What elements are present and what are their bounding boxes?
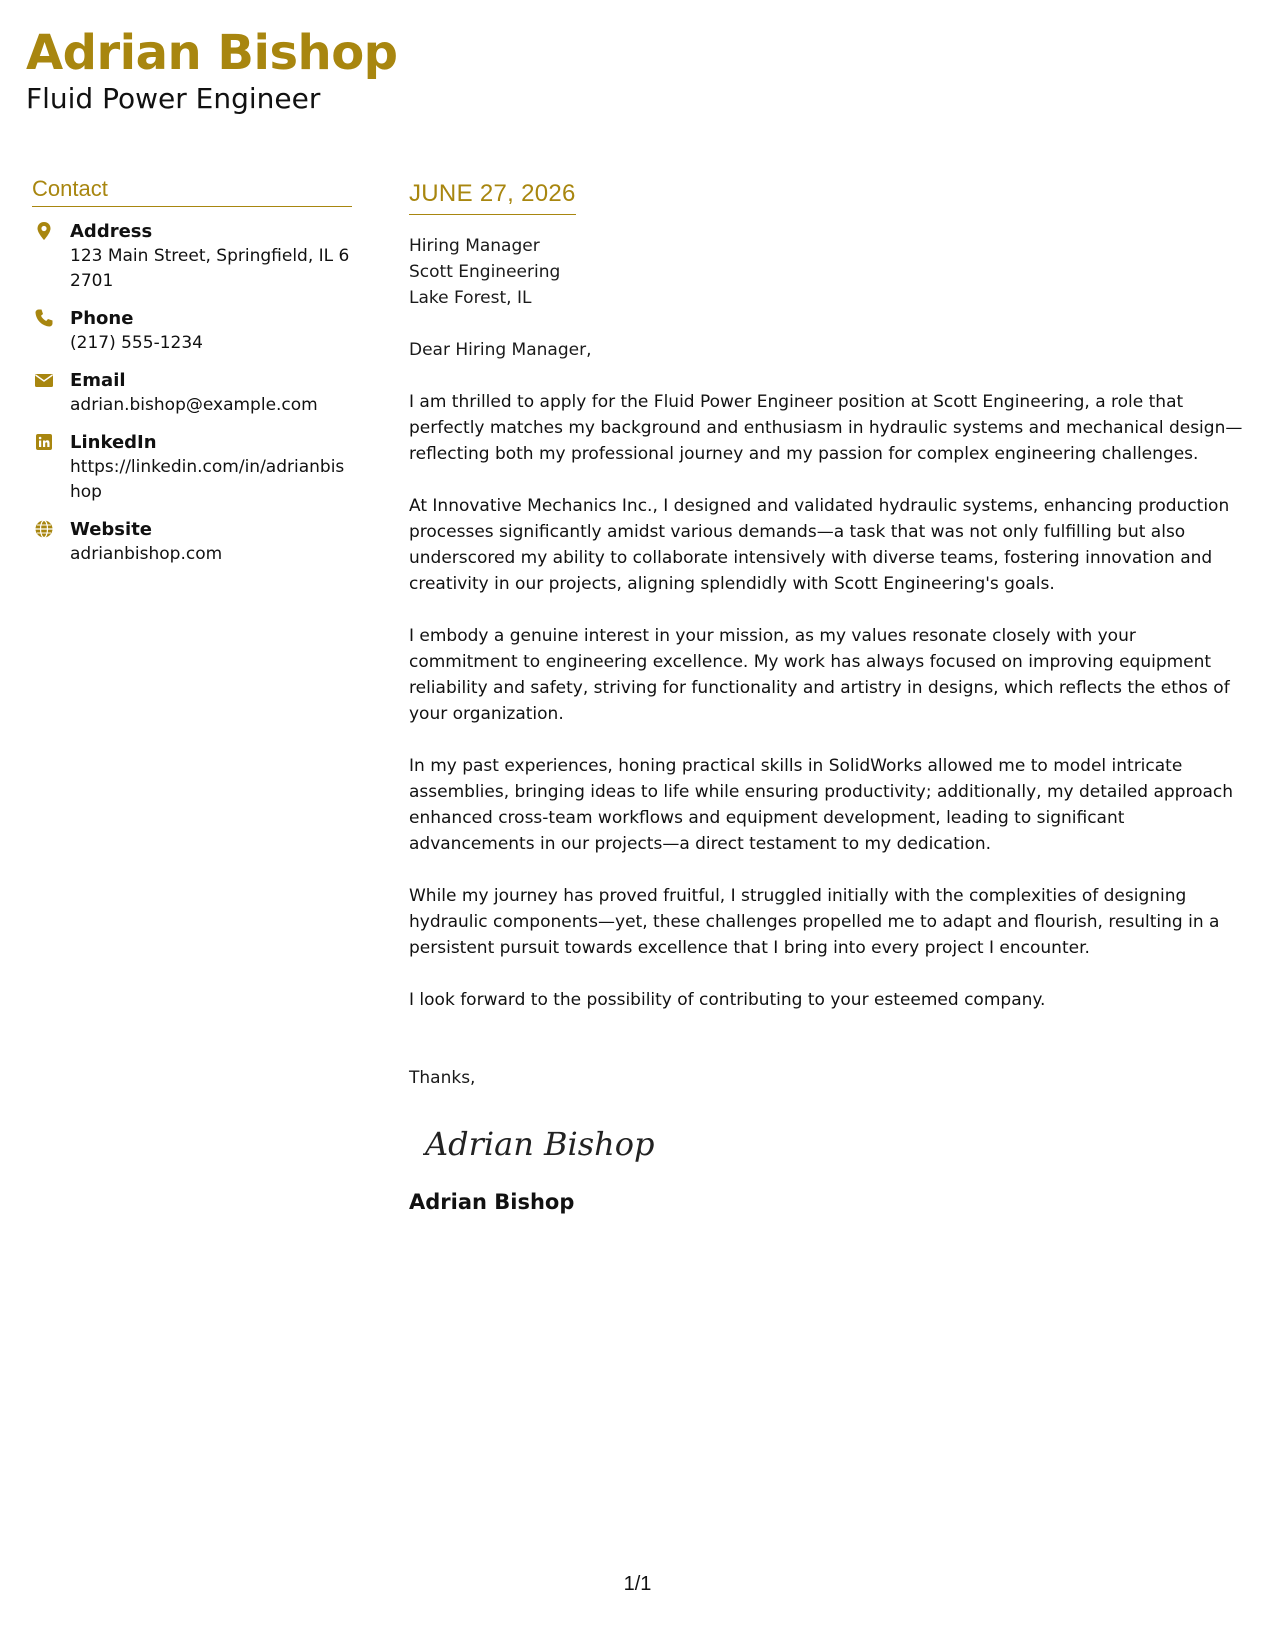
recipient-location: Lake Forest, IL	[409, 288, 532, 308]
phone-value: (217) 555-1234	[70, 333, 203, 353]
linkedin-icon	[34, 432, 54, 452]
signer-name: Adrian Bishop	[409, 1190, 575, 1214]
recipient-company: Scott Engineering	[409, 262, 561, 282]
applicant-name: Adrian Bishop	[26, 25, 398, 81]
salutation: Dear Hiring Manager,	[409, 340, 592, 360]
page-number: 1/1	[623, 1573, 652, 1595]
paragraph-4: In my past experiences, honing practical skills in SolidWorks allowed me to model intricate assemblies, bringing ideas to life while ensuring productivity; additionally, my detailed approach enhanced cross-team workflows and equipment development, leading to significant advancements in our projects—a direct testament to my dedication.	[409, 756, 1234, 854]
email-value[interactable]: adrian.bishop@example.com	[70, 395, 318, 415]
email-label: Email	[70, 370, 126, 391]
contact-section-title: Contact	[32, 176, 352, 207]
paragraph-2: At Innovative Mechanics Inc., I designed and validated hydraulic systems, enhancing production processes significantly amidst various demands—a task that was not only fulfilling but also underscored my ability to collaborate intensively with diverse teams, fostering innovation and creativity in our projects, aligning splendidly with Scott Engineering's goals.	[409, 496, 1230, 594]
contact-phone	[32, 306, 352, 356]
envelope-icon	[34, 370, 54, 390]
linkedin-label: LinkedIn	[70, 432, 157, 453]
paragraph-6: I look forward to the possibility of contributing to your esteemed company.	[409, 990, 1046, 1010]
map-pin-icon	[34, 221, 54, 241]
website-value[interactable]: adrianbishop.com	[70, 544, 223, 564]
job-title: Fluid Power Engineer	[26, 82, 321, 115]
globe-icon	[34, 519, 54, 539]
contact-linkedin	[32, 430, 352, 505]
recipient-title: Hiring Manager	[409, 236, 540, 256]
handwritten-signature	[423, 1113, 663, 1173]
paragraph-5: While my journey has proved fruitful, I struggled initially with the complexities of designing hydraulic components—yet, these challenges propelled me to adapt and flourish, resulting in a persistent pursuit towards excellence that I bring into every project I encounter.	[409, 886, 1220, 958]
recipient-block	[409, 233, 1249, 311]
contact-address	[32, 219, 352, 294]
website-label: Website	[70, 519, 153, 540]
contact-email	[32, 368, 352, 418]
paragraph-1: I am thrilled to apply for the Fluid Power Engineer position at Scott Engineering, a role that perfectly matches my background and enthusiasm in hydraulic systems and mechanical design—reflecting both my professional journey and my passion for complex engineering challenges.	[409, 392, 1243, 464]
linkedin-value[interactable]: https://linkedin.com/in/adrianbishop	[70, 457, 345, 502]
letter-body	[409, 180, 1249, 1216]
phone-icon	[34, 308, 54, 328]
signature-text: Adrian Bishop	[425, 1125, 655, 1163]
paragraph-3: I embody a genuine interest in your mission, as my values resonate closely with your commitment to engineering excellence. My work has always focused on improving equipment reliability and safety, striving for functionality and artistry in designs, which reflects the ethos of your organization.	[409, 626, 1230, 724]
address-value: 123 Main Street, Springfield, IL 62701	[70, 246, 350, 291]
phone-label: Phone	[70, 308, 134, 329]
header	[26, 24, 398, 116]
closing: Thanks,	[409, 1068, 476, 1088]
contact-sidebar	[32, 176, 352, 579]
contact-website	[32, 517, 352, 567]
address-label: Address	[70, 221, 153, 242]
letter-date: JUNE 27, 2026	[409, 180, 576, 215]
